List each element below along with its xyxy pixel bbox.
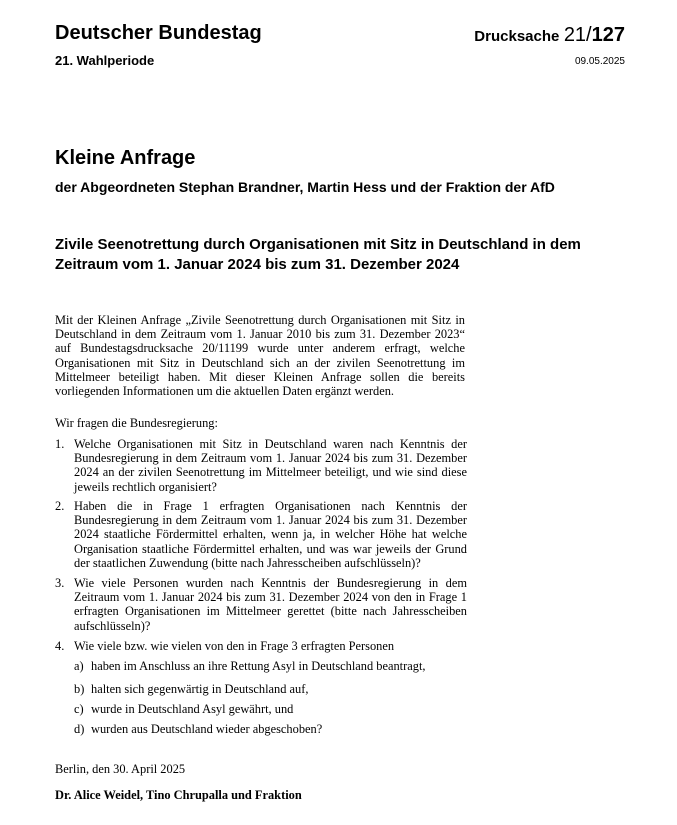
drucksache-label: Drucksache <box>474 28 560 45</box>
question-item <box>55 499 467 570</box>
subquestion-letter: a) <box>74 659 84 673</box>
subquestion-text: wurde in Deutschland Asyl gewährt, und <box>91 702 294 716</box>
subquestion-item <box>74 722 322 737</box>
intro-paragraph: Mit der Kleinen Anfrage „Zivile Seenotrettung durch Organisationen mit Sitz in Deutschland in dem Zeitraum vom 1. Januar 2010 bis zum 31. Dezember 2023“ auf Bundestagsdrucksache 20/11199 wurde unter anderem erfragt, welche Organisationen mit Sitz in Deutschland sich an der zivilen Seenotrettung im Mittelmeer beteiligt haben. Mit dieser Kleinen Anfrage sollen die bereits vorliegenden Informationen um die aktuellen Daten ergänzt werden. <box>55 313 465 399</box>
question-item <box>55 437 467 494</box>
question-item <box>55 639 467 653</box>
legislative-period: 21. Wahlperiode <box>55 53 155 68</box>
question-number: 3. <box>55 576 65 590</box>
drucksache-no: 127 <box>591 24 625 46</box>
subquestion-text: haben im Anschluss an ihre Rettung Asyl in Deutschland beantragt, <box>91 659 426 673</box>
question-number: 1. <box>55 437 65 451</box>
subquestion-text: wurden aus Deutschland wieder abgeschoben? <box>91 722 323 736</box>
closing-signers: Dr. Alice Weidel, Tino Chrupalla und Fraktion <box>55 788 302 802</box>
subquestion-text: halten sich gegenwärtig in Deutschland auf, <box>91 682 309 696</box>
question-text: Welche Organisationen mit Sitz in Deutschland waren nach Kenntnis der Bundesregierung in dem Zeitraum vom 1. Januar 2024 bis zum 31. Dezember 2024 an der zivilen Seenotrettung im Mittelmeer beteiligt, und wie sind diese jeweils rechtlich organisiert? <box>74 437 467 494</box>
question-lead: Wir fragen die Bundesregierung: <box>55 416 218 430</box>
document-topic-line-2: Zeitraum vom 1. Januar 2024 bis zum 31. Dezember 2024 <box>55 256 460 273</box>
document-date: 09.05.2025 <box>574 56 625 67</box>
document-topic-line-1: Zivile Seenotrettung durch Organisationen mit Sitz in Deutschland in dem <box>55 236 581 253</box>
parliament-name: Deutscher Bundestag <box>55 22 262 44</box>
question-number: 4. <box>55 639 65 653</box>
subquestion-letter: b) <box>74 682 85 696</box>
subquestion-letter: c) <box>74 702 84 716</box>
document-topic <box>55 235 635 275</box>
document-type: Kleine Anfrage <box>55 147 196 169</box>
question-number: 2. <box>55 499 65 513</box>
question-text: Haben die in Frage 1 erfragten Organisationen nach Kenntnis der Bundesregierung in dem Zeitraum vom 1. Januar 2024 bis zum 31. Dezember 2024 staatliche Fördermittel erhalten, wenn ja, in welcher Höhe hat welche Organisation staatliche Fördermittel erhalten, und was war jeweils der Grund der staatlichen Zuwendung (bitte nach Jahresscheiben aufschlüsseln)? <box>74 499 467 570</box>
subquestion-item <box>74 682 308 697</box>
document-submitters: der Abgeordneten Stephan Brandner, Martin Hess und der Fraktion der AfD <box>55 179 555 195</box>
drucksache-prefix: 21/ <box>563 24 592 46</box>
question-item <box>55 576 467 633</box>
question-text: Wie viele bzw. wie vielen von den in Frage 3 erfragten Personen <box>74 639 395 653</box>
subquestion-item <box>74 702 293 717</box>
question-text: Wie viele Personen wurden nach Kenntnis der Bundesregierung in dem Zeitraum vom 1. Januar 2024 bis zum 31. Dezember 2024 von den in Frage 1 erfragten Organisationen im Mittelmeer gerettet (bitte nach Jahresscheiben aufschlüsseln)? <box>74 576 467 633</box>
closing-place-date: Berlin, den 30. April 2025 <box>55 762 186 776</box>
drucksache-number <box>474 24 625 47</box>
subquestion-item <box>74 659 426 674</box>
subquestion-letter: d) <box>74 722 85 736</box>
